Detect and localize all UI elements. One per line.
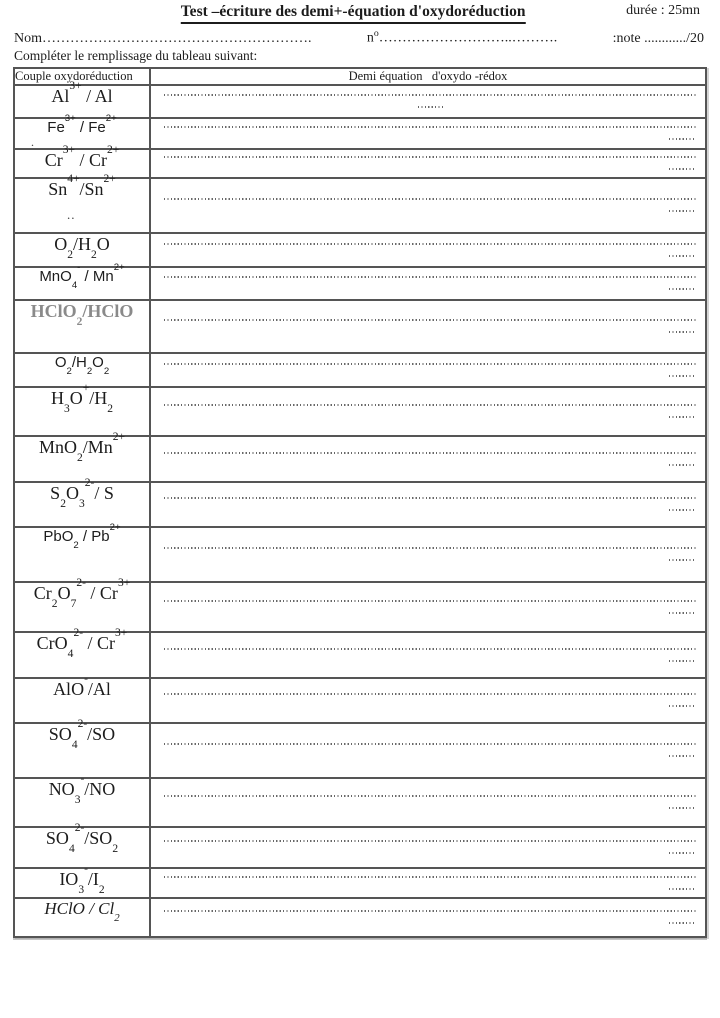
answer-dotted-stub — [418, 106, 444, 108]
couple-cell — [14, 79, 150, 118]
couple-cell — [14, 476, 150, 527]
table-head — [14, 68, 706, 85]
name-field: Nom…………………………………………………. — [14, 30, 312, 46]
answer-cell — [150, 85, 706, 118]
column-header-equation: Demi équation d'oxydo -rédox — [150, 68, 706, 85]
stray-dot-mark: .. — [67, 206, 76, 222]
answer-dotted-line — [164, 795, 697, 797]
answer-dotted-stub — [669, 464, 695, 466]
page-title: Test –écriture des demi+-équation d'oxydoréduction — [181, 3, 526, 24]
couple-formula: $IO_3^-/I_2$ — [59, 862, 105, 896]
answer-dotted-stub — [669, 416, 695, 418]
couple-formula: $H_3O^+/H_2$ — [50, 381, 114, 415]
table-row — [14, 85, 706, 118]
couple-cell — [14, 430, 150, 482]
table-row — [14, 898, 706, 937]
answer-cell — [150, 436, 706, 482]
answer-dotted-stub — [669, 210, 695, 212]
couple-cell — [14, 233, 150, 267]
table-row — [14, 678, 706, 723]
table-row — [14, 353, 706, 387]
answer-lines — [151, 547, 705, 561]
answer-dotted-line — [164, 497, 697, 499]
answer-dotted-stub — [669, 509, 695, 511]
duration-label: durée : 25mn — [626, 3, 700, 18]
couple-formula: $S_2O_3^{2-}/$ S — [50, 476, 114, 510]
answer-dotted-stub — [669, 375, 695, 377]
answer-dotted-stub — [669, 755, 695, 757]
answer-dotted-stub — [669, 168, 695, 170]
answer-cell — [150, 778, 706, 827]
couple-cell — [14, 717, 150, 778]
answer-dotted-line — [164, 319, 697, 321]
table-row — [14, 267, 706, 300]
stray-dot-mark: . — [31, 134, 34, 149]
couple-formula: $SO_4^{2-}/SO$ — [48, 717, 116, 751]
header-row — [14, 68, 706, 85]
answer-dotted-stub — [669, 255, 695, 257]
answer-cell — [150, 632, 706, 678]
answer-lines — [151, 276, 705, 290]
answer-lines — [151, 600, 705, 614]
couple-formula: $MnO_2/Mn^{2+}$ — [38, 430, 126, 464]
answer-cell — [150, 868, 706, 898]
table-row — [14, 436, 706, 482]
answer-dotted-line — [164, 156, 697, 158]
table-row — [14, 632, 706, 678]
answer-dotted-line — [164, 600, 697, 602]
couple-cell — [14, 353, 150, 387]
answer-dotted-stub — [669, 888, 695, 890]
number-dots: ………………………..………. — [378, 30, 558, 46]
answer-lines — [151, 693, 705, 707]
answer-lines — [151, 404, 705, 418]
answer-dotted-line — [164, 648, 697, 650]
answer-cell — [150, 898, 706, 937]
answer-dotted-line — [164, 276, 697, 278]
answer-dotted-line — [164, 876, 697, 878]
answer-cell — [150, 178, 706, 233]
answer-dotted-line — [164, 452, 697, 454]
answer-dotted-stub — [669, 705, 695, 707]
answer-lines — [151, 363, 705, 377]
answer-dotted-line — [164, 363, 697, 365]
answer-lines — [151, 840, 705, 854]
number-label: n — [366, 30, 374, 46]
answer-cell — [150, 118, 706, 149]
answer-dotted-stub — [669, 331, 695, 333]
couple-formula: HClO$_2$/HClO — [30, 300, 134, 328]
answer-dotted-stub — [669, 559, 695, 561]
table-row — [14, 149, 706, 178]
couple-cell — [14, 821, 150, 868]
couple-cell — [14, 112, 150, 149]
table-row — [14, 178, 706, 233]
table-row — [14, 300, 706, 353]
couple-cell — [14, 772, 150, 827]
identity-line — [0, 25, 720, 47]
table-row — [14, 827, 706, 868]
answer-lines — [151, 243, 705, 257]
answer-dotted-stub — [669, 922, 695, 924]
couple-cell — [14, 300, 150, 353]
answer-lines — [151, 94, 705, 108]
answer-cell — [150, 233, 706, 267]
answer-dotted-stub — [669, 138, 695, 140]
table-row — [14, 527, 706, 582]
column-header-couple: Couple oxydoréduction — [14, 68, 150, 85]
couple-formula: AlO-/Al — [53, 672, 111, 699]
couple-formula: $O_2/H_2O_2$ — [54, 353, 110, 377]
answer-dotted-stub — [669, 288, 695, 290]
answer-cell — [150, 723, 706, 778]
table-body — [14, 79, 706, 937]
couple-cell — [14, 261, 150, 300]
couple-cell — [14, 381, 150, 436]
redox-couples-table — [13, 67, 707, 938]
table-row — [14, 778, 706, 827]
couple-formula: $SO_4^{2-}/SO_2$ — [45, 821, 119, 855]
answer-lines — [151, 497, 705, 511]
table-row — [14, 723, 706, 778]
table-row — [14, 868, 706, 898]
note-field: :note ............/20 — [612, 30, 704, 46]
answer-cell — [150, 149, 706, 178]
table-row — [14, 582, 706, 632]
answer-cell — [150, 678, 706, 723]
answer-lines — [151, 198, 705, 212]
answer-lines — [151, 795, 705, 809]
answer-lines — [151, 126, 705, 140]
couple-cell — [14, 626, 150, 678]
answer-dotted-line — [164, 243, 697, 245]
number-field — [367, 28, 557, 47]
answer-dotted-line — [164, 126, 697, 128]
answer-dotted-line — [164, 547, 697, 549]
title-row — [0, 0, 720, 25]
answer-lines — [151, 319, 705, 333]
couple-formula: $Cr_2O_7^{2-} / Cr^{3+}$ — [33, 576, 131, 610]
answer-dotted-line — [164, 693, 697, 695]
answer-dotted-line — [164, 94, 697, 96]
couple-formula: $Al^{3+}$ / Al — [51, 79, 113, 106]
answer-cell — [150, 387, 706, 436]
number-superscript: o — [373, 28, 379, 39]
couple-cell — [14, 576, 150, 632]
couple-cell — [14, 672, 150, 723]
answer-cell — [150, 527, 706, 582]
answer-dotted-line — [164, 840, 697, 842]
couple-cell — [14, 521, 150, 582]
answer-lines — [151, 648, 705, 662]
answer-dotted-stub — [669, 612, 695, 614]
couple-cell — [14, 172, 150, 233]
answer-lines — [151, 452, 705, 466]
couple-formula: $Cr^{3+} / Cr^{2+}$ — [44, 143, 120, 170]
couple-formula: $Sn^{4+}/Sn^{2+}$ — [48, 172, 116, 199]
table-row — [14, 387, 706, 436]
couple-formula: $O_2/H_2O$ — [54, 233, 110, 261]
answer-dotted-stub — [669, 852, 695, 854]
answer-cell — [150, 482, 706, 527]
couple-formula: $MnO_4^- / Mn^{2+}$ — [39, 261, 125, 291]
answer-lines — [151, 156, 705, 170]
answer-lines — [151, 743, 705, 757]
couple-formula: $CrO_4^{2-} / Cr^{3+}$ — [36, 626, 128, 660]
table-row — [14, 482, 706, 527]
couple-formula: $PbO_2 / Pb^{2+}$ — [43, 521, 121, 551]
couple-cell — [14, 143, 150, 178]
answer-cell — [150, 353, 706, 387]
answer-lines — [151, 910, 705, 924]
answer-dotted-line — [164, 910, 697, 912]
answer-dotted-line — [164, 743, 697, 745]
instruction-text: Compléter le remplissage du tableau suivant: — [14, 47, 258, 63]
answer-cell — [150, 267, 706, 300]
couple-formula: $Fe^{3+} / Fe^{2+}$ — [47, 112, 117, 136]
answer-cell — [150, 300, 706, 353]
answer-lines — [151, 876, 705, 890]
answer-dotted-stub — [669, 660, 695, 662]
answer-cell — [150, 582, 706, 632]
answer-dotted-stub — [669, 807, 695, 809]
answer-cell — [150, 827, 706, 868]
couple-cell — [14, 898, 150, 937]
answer-dotted-line — [164, 198, 697, 200]
couple-cell — [14, 862, 150, 898]
answer-dotted-line — [164, 404, 697, 406]
couple-formula: $NO_3^-/NO$ — [48, 772, 116, 806]
couple-formula: HClO / $Cl_2$ — [44, 898, 120, 925]
